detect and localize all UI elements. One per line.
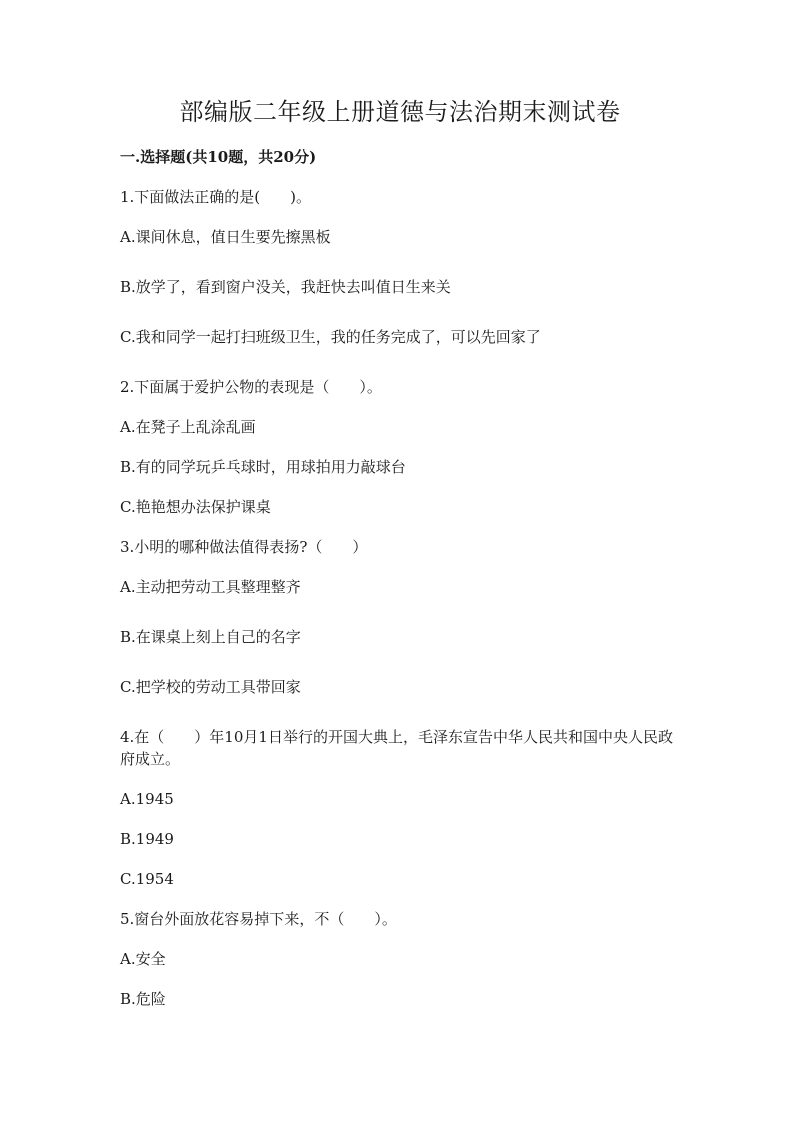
question-4-stem: 4.在（ ）年10月1日举行的开国大典上，毛泽东宣告中华人民共和国中央人民政府成立。 [120, 728, 673, 768]
question-4-option-c: C.1954 [120, 870, 174, 888]
question-1-option-a: A.课间休息，值日生要先擦黑板 [120, 228, 331, 246]
question-1-option-c: C.我和同学一起打扫班级卫生，我的任务完成了，可以先回家了 [120, 328, 541, 346]
question-3-option-c: C.把学校的劳动工具带回家 [120, 678, 301, 696]
question-1-option-b: B.放学了，看到窗户没关，我赶快去叫值日生来关 [120, 278, 451, 296]
question-3-option-a: A.主动把劳动工具整理整齐 [120, 578, 301, 596]
question-4-option-b: B.1949 [120, 830, 174, 848]
question-5-stem: 5.窗台外面放花容易掉下来，不（ ）。 [120, 910, 397, 928]
question-3-stem: 3.小明的哪种做法值得表扬?（ ） [120, 538, 368, 556]
question-5-option-a: A.安全 [120, 950, 166, 968]
page-title: 部编版二年级上册道德与法治期末测试卷 [179, 98, 621, 126]
question-3-option-b: B.在课桌上刻上自己的名字 [120, 628, 301, 646]
question-2-option-c: C.艳艳想办法保护课桌 [120, 498, 271, 516]
question-4-option-a: A.1945 [120, 790, 174, 808]
question-2-option-b: B.有的同学玩乒乓球时，用球拍用力敲球台 [120, 458, 406, 476]
section-heading: 一.选择题(共10题，共20分) [120, 148, 317, 166]
question-5-option-b: B.危险 [120, 990, 166, 1008]
question-2-option-a: A.在凳子上乱涂乱画 [120, 418, 256, 436]
question-1-stem: 1.下面做法正确的是( )。 [120, 188, 312, 206]
question-2-stem: 2.下面属于爱护公物的表现是（ ）。 [120, 378, 382, 396]
